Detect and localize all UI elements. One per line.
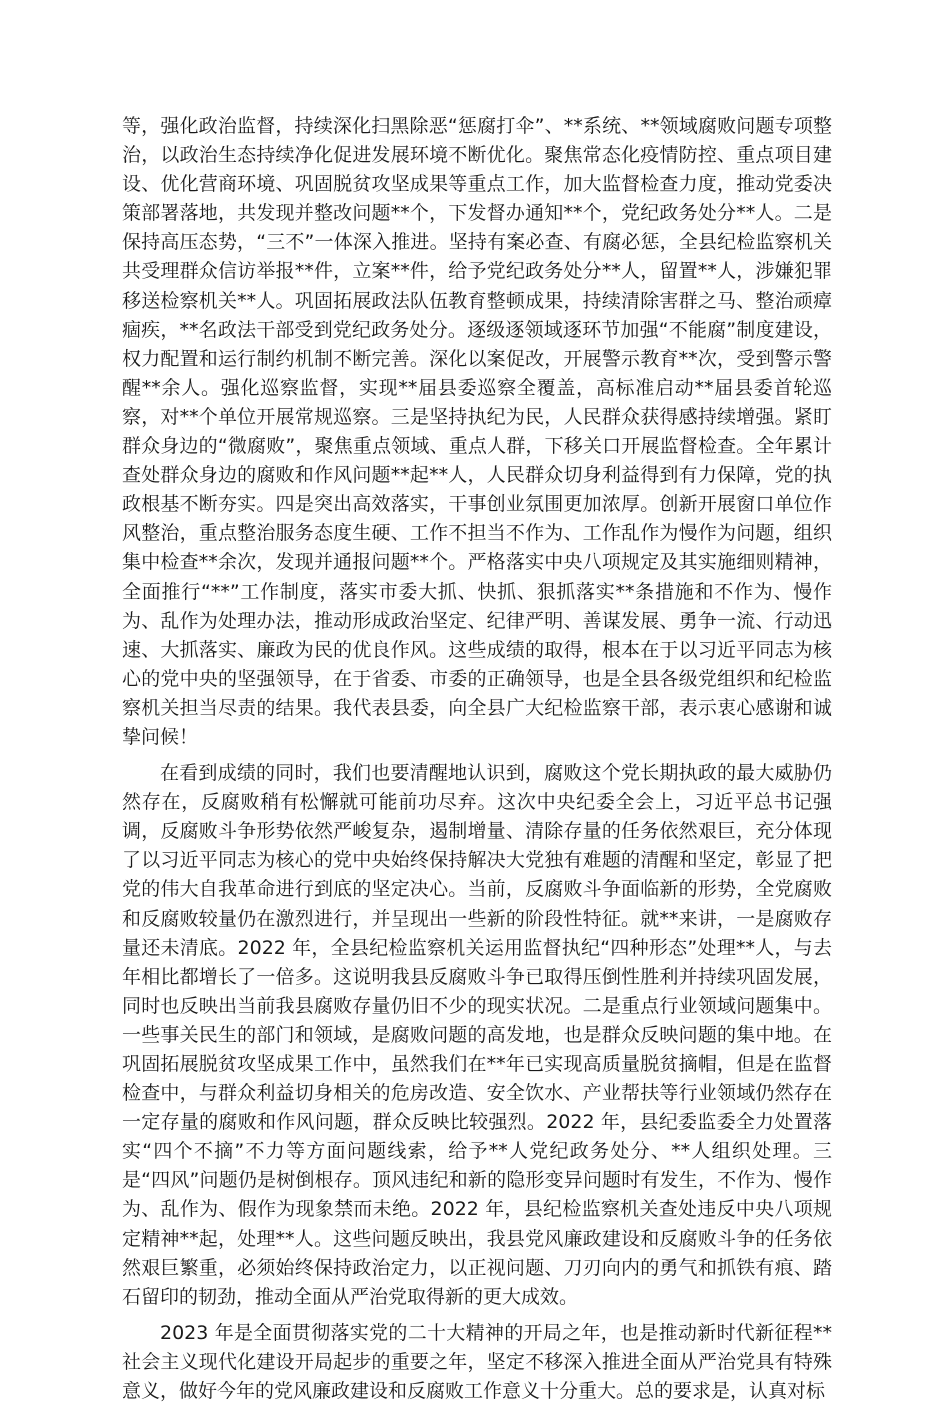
paragraph-2023-requirements: 2023 年是全面贯彻落实党的二十大精神的开局之年，也是推动新时代新征程**社会主义现代化建设开局起步的重要之年，坚定不移深入推进全面从严治党具有特殊意义，做好今年的党风廉政建设和反腐败工作意义十分重大。总的要求是，认真对标 <box>122 1321 832 1403</box>
document-body <box>122 112 832 1413</box>
paragraph-continued: 等，强化政治监督，持续深化扫黑除恶“惩腐打伞”、**系统、**领域腐败问题专项整治，以政治生态持续净化促进发展环境不断优化。聚焦常态化疫情防控、重点项目建设、优化营商环境、巩固脱贫攻坚成果等重点工作，加大监督检查力度，推动党委决策部署落地，共发现并整改问题**个，下发督办通知**个，党纪政务处分**人。二是保持高压态势，“三不”一体深入推进。坚持有案必查、有腐必惩，全县纪检监察机关共受理群众信访举报**件，立案**件，给予党纪政务处分**人，留置**人，涉嫌犯罪移送检察机关**人。巩固拓展政法队伍教育整顿成果，持续清除害群之马、整治顽瘴痼疾，**名政法干部受到党纪政务处分。逐级逐领域逐环节加强“不能腐”制度建设，权力配置和运行制约机制不断完善。深化以案促改，开展警示教育**次，受到警示警醒**余人。强化巡察监督，实现**届县委巡察全覆盖，高标准启动**届县委首轮巡察，对**个单位开展常规巡察。三是坚持执纪为民，人民群众获得感持续增强。紧盯群众身边的“微腐败”，聚焦重点领域、重点人群，下移关口开展监督检查。全年累计查处群众身边的腐败和作风问题**起**人，人民群众切身利益得到有力保障，党的执政根基不断夯实。四是突出高效落实，干事创业氛围更加浓厚。创新开展窗口单位作风整治，重点整治服务态度生硬、工作不担当不作为、工作乱作为慢作为问题，组织集中检查**余次，发现并通报问题**个。严格落实中央八项规定及其实施细则精神，全面推行“**”工作制度，落实市委大抓、快抓、狠抓落实**条措施和不作为、慢作为、乱作为处理办法，推动形成政治坚定、纪律严明、善谋发展、勇争一流、行动迅速、大抓落实、廉政为民的优良作风。这些成绩的取得，根本在于以习近平同志为核心的党中央的坚强领导，在于省委、市委的正确领导，也是全县各级党组织和纪检监察机关担当尽责的结果。我代表县委，向全县广大纪检监察干部，表示衷心感谢和诚挚问候！ <box>122 115 832 748</box>
paragraph-current-situation: 在看到成绩的同时，我们也要清醒地认识到，腐败这个党长期执政的最大威胁仍然存在，反腐败稍有松懈就可能前功尽弃。这次中央纪委全会上，习近平总书记强调，反腐败斗争形势依然严峻复杂，遏制增量、清除存量的任务依然艰巨，充分体现了以习近平同志为核心的党中央始终保持解决大党独有难题的清醒和坚定，彰显了把党的伟大自我革命进行到底的坚定决心。当前，反腐败斗争面临新的形势，全党腐败和反腐败较量仍在激烈进行，并呈现出一些新的阶段性特征。就**来讲，一是腐败存量还未清底。2022 年，全县纪检监察机关运用监督执纪“四种形态”处理**人，与去年相比都增长了一倍多。这说明我县反腐败斗争已取得压倒性胜利并持续巩固发展，同时也反映出当前我县腐败存量仍旧不少的现实状况。二是重点行业领域问题集中。一些事关民生的部门和领域，是腐败问题的高发地，也是群众反映问题的集中地。在巩固拓展脱贫攻坚成果工作中，虽然我们在**年已实现高质量脱贫摘帽，但是在监督检查中，与群众利益切身相关的危房改造、安全饮水、产业帮扶等行业领域仍然存在一定存量的腐败和作风问题，群众反映比较强烈。2022 年，县纪委监委全力处置落实“四个不摘”不力等方面问题线索，给予**人党纪政务处分、**人组织处理。三是“四风”问题仍是树倒根存。顶风违纪和新的隐形变异问题时有发生，不作为、慢作为、乱作为、假作为现象禁而未绝。2022 年，县纪检监察机关查处违反中央八项规定精神**起，处理**人。这些问题反映出，我县党风廉政建设和反腐败斗争的任务依然艰巨繁重，必须始终保持政治定力，以正视问题、刀刃向内的勇气和抓铁有痕、踏石留印的韧劲，推动全面从严治党取得新的更大成效。 <box>122 762 832 1308</box>
